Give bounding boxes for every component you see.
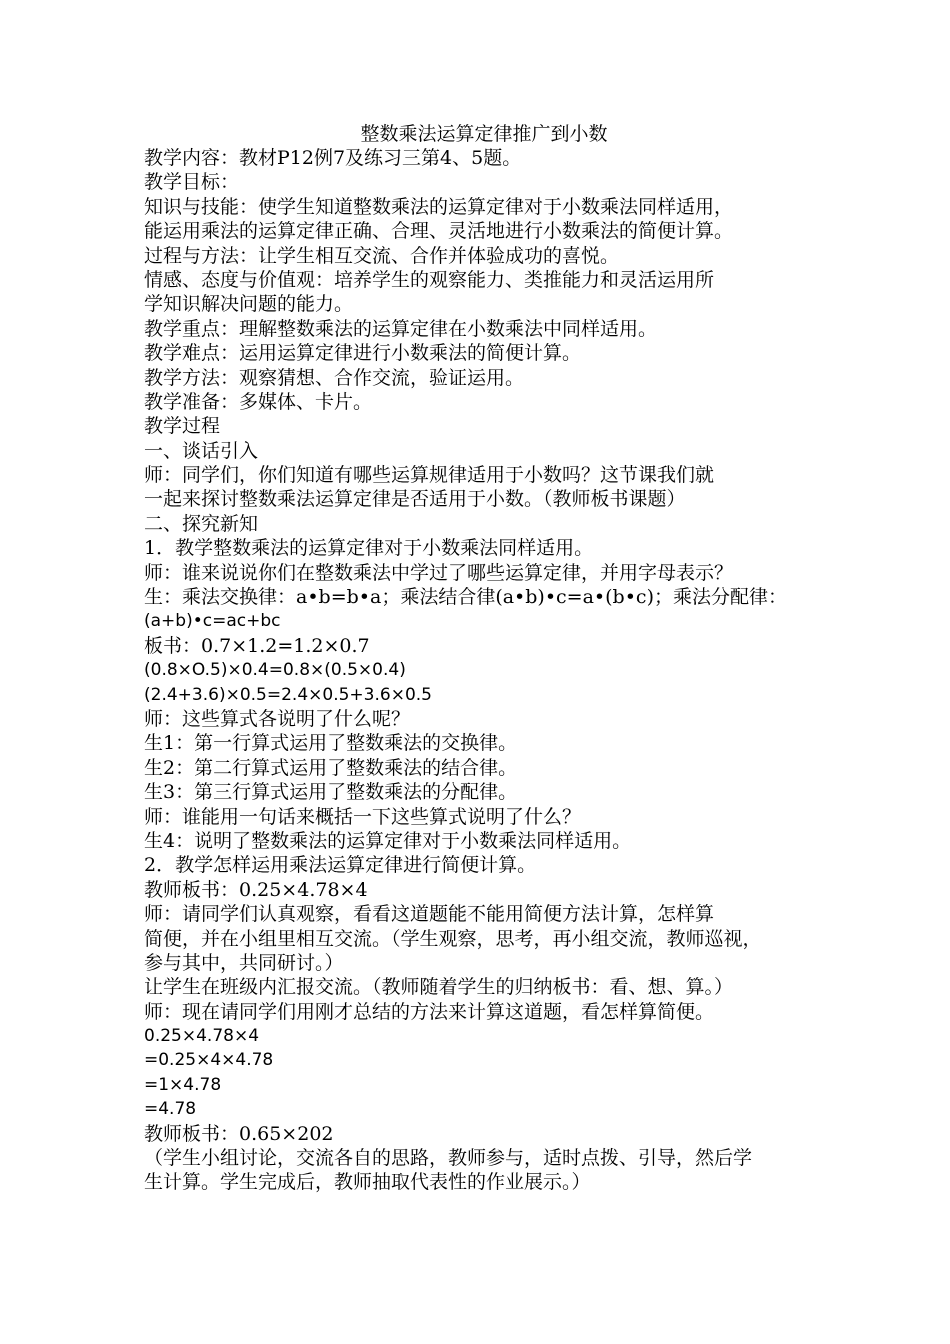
paragraph-line: 板书：0.7×1.2=1.2×0.7 [144,634,370,657]
paragraph-line: 教学内容：教材P12例7及练习三第4、5题。 [144,147,522,169]
document-body [144,146,824,1195]
paragraph-line: 生3：第三行算式运用了整数乘法的分配律。 [144,781,518,804]
formula-line: =0.25×4×4.78 [144,1050,274,1071]
formula-line: (a+b)•c=ac+bc [144,611,281,632]
section-heading: 二、探究新知 [144,512,259,535]
paragraph-line: 2．教学怎样运用乘法运算定律进行简便计算。 [144,854,537,877]
paragraph-line: 1．教学整数乘法的运算定律对于小数乘法同样适用。 [144,537,594,560]
paragraph-line: 教学方法：观察猜想、合作交流，验证运用。 [144,366,525,389]
paragraph-line: 情感、态度与价值观：培养学生的观察能力、类推能力和灵活运用所 [144,268,715,291]
paragraph-line: 让学生在班级内汇报交流。（教师随着学生的归纳板书：看、想、算。） [144,976,734,999]
paragraph-line: 简便，并在小组里相互交流。（学生观察，思考，再小组交流，教师巡视， [144,927,762,950]
paragraph-line: 教师板书：0.25×4.78×4 [144,878,368,901]
paragraph-line: 师：这些算式各说明了什么呢？ [144,707,411,730]
paragraph-line: 过程与方法：让学生相互交流、合作并体验成功的喜悦。 [144,244,620,267]
paragraph-line: 教学准备：多媒体、卡片。 [144,390,373,413]
section-heading: 教学过程 [144,415,221,438]
paragraph-line: 生：乘法交换律：a•b=b•a；乘法结合律(a•b)•c=a•(b•c)；乘法分配律： [144,586,787,609]
paragraph-line: 生1：第一行算式运用了整数乘法的交换律。 [144,732,518,755]
paragraph-line: 参与其中，共同研讨。） [144,951,344,974]
document-title: 整数乘法运算定律推广到小数 [360,123,608,145]
paragraph-line: 生2：第二行算式运用了整数乘法的结合律。 [144,756,518,779]
paragraph-line: 师：谁能用一句话来概括一下这些算式说明了什么？ [144,805,582,828]
paragraph-line: 知识与技能：使学生知道整数乘法的运算定律对于小数乘法同样适用， [144,195,734,218]
paragraph-line: 教学重点：理解整数乘法的运算定律在小数乘法中同样适用。 [144,317,658,340]
formula-line: 0.25×4.78×4 [144,1026,260,1047]
paragraph-line: 师：同学们，你们知道有哪些运算规律适用于小数吗？这节课我们就 [144,464,715,487]
paragraph-line: （学生小组讨论，交流各自的思路，教师参与，适时点拨、引导，然后学 [144,1147,753,1170]
formula-line: (0.8×O.5)×0.4=0.8×(0.5×0.4) [144,660,406,681]
formula-line: (2.4+3.6)×0.5=2.4×0.5+3.6×0.5 [144,684,432,705]
section-heading: 一、谈话引入 [144,439,259,462]
paragraph-line: 能运用乘法的运算定律正确、合理、灵活地进行小数乘法的简便计算。 [144,220,734,243]
paragraph-line: 学知识解决问题的能力。 [144,293,354,316]
paragraph-line: 生计算。学生完成后，教师抽取代表性的作业展示。） [144,1171,591,1194]
document-page [144,122,824,1195]
paragraph-line: 师：谁来说说你们在整数乘法中学过了哪些运算定律，并用字母表示？ [144,561,734,584]
paragraph-line: 一起来探讨整数乘法运算定律是否适用于小数。（教师板书课题） [144,488,686,511]
formula-line: =1×4.78 [144,1074,222,1095]
paragraph-line: 师：现在请同学们用刚才总结的方法来计算这道题，看怎样算简便。 [144,1000,715,1023]
paragraph-line: 师：请同学们认真观察，看看这道题能不能用简便方法计算，怎样算 [144,903,715,926]
formula-line: =4.78 [144,1099,197,1120]
paragraph-line: 教学难点：运用运算定律进行小数乘法的简便计算。 [144,342,582,365]
paragraph-line: 教师板书：0.65×202 [144,1122,334,1145]
paragraph-line: 生4：说明了整数乘法的运算定律对于小数乘法同样适用。 [144,829,632,852]
paragraph-line: 教学目标： [144,171,240,194]
